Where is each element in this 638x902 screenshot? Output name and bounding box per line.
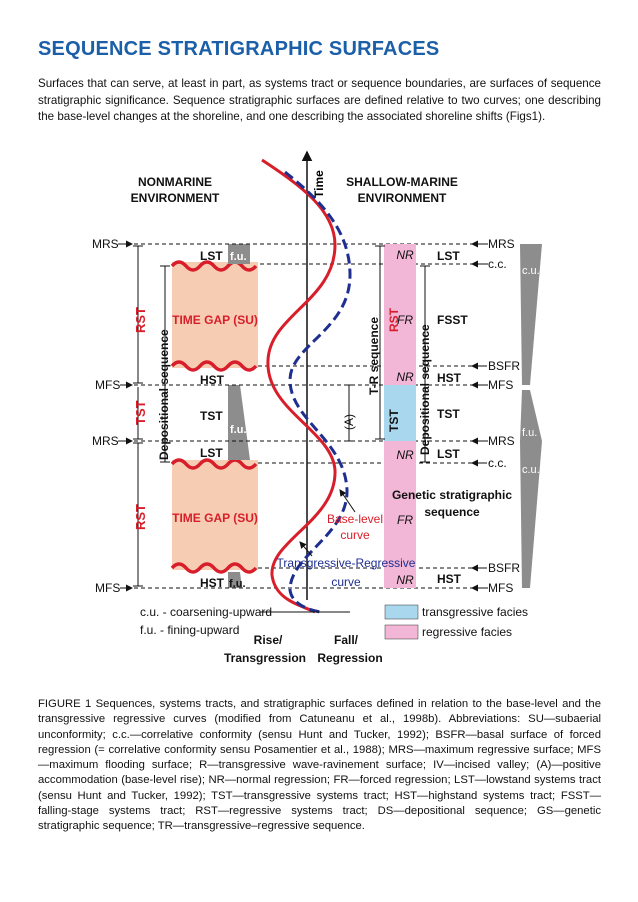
right-tst-label-h: TST: [437, 407, 460, 421]
base-level-curve-label-2: curve: [340, 528, 370, 542]
right-surface-mrs: MRS: [488, 237, 515, 251]
transgressive-regressive-curve: [285, 172, 350, 612]
facies-nr: NR: [396, 370, 414, 384]
left-rst-label: RST: [133, 307, 148, 333]
right-surface-bsfr: BSFR: [488, 359, 521, 373]
facies-fr: FR: [397, 513, 413, 527]
right-lst-label: LST: [437, 249, 460, 263]
left-lst-label-2: LST: [200, 446, 223, 460]
regression-label: Regression: [317, 651, 383, 665]
nonmarine-environment-label: ENVIRONMENT: [130, 191, 220, 205]
left-hst-label: HST: [200, 373, 224, 387]
left-depositional-sequence-label: Depositional sequence: [157, 329, 171, 460]
genetic-sequence-label: Genetic stratigraphic: [391, 488, 513, 502]
left-surface-mfs: MFS: [95, 378, 121, 392]
figure-caption: FIGURE 1 Sequences, systems tracts, and stratigraphic surfaces defined in relation to the base-level and the transgressive regressive curves (modified from Catuneanu et al., 1998b). Abbreviations: SU—subaerial unconformity; c.c.—correlative conformity (sensu Hunt and Tucker, 1992); BSFR—basal surface of forced regression (= correlative conformity sensu Posamentier et al., 1988); MRS—maximum regressive surface; MFS—maximum flooding surface; R—transgressive wave-ravinement surface; IV—incised valley; (A)—positive accommodation (base-level rise); NR—normal regression; FR—forced regression; LST—lowstand systems tract (sensu Hunt and Tucker, 1992); TST—transgressive systems tract; HST—highstand systems tract; FSST—falling-stage systems tract; RST—regressive systems tract; DS—depositional sequence; GS—genetic stratigraphic sequence; TR—transgressive–regressive sequence.: [38, 698, 601, 833]
tr-curve-label-2: curve: [331, 575, 361, 589]
left-tst-label: TST: [200, 409, 223, 423]
facies-nr: NR: [396, 573, 414, 587]
right-surface-cc-2: c.c.: [488, 456, 507, 470]
right-cu-label: c.u.: [522, 265, 540, 277]
right-lst-label-2: LST: [437, 447, 460, 461]
right-rst-label: RST: [387, 308, 401, 332]
right-depositional-sequence-label: Depositional sequence: [418, 324, 432, 455]
legend-transgressive-swatch: [385, 605, 418, 619]
left-lst-label: LST: [200, 249, 223, 263]
left-fu-bottom-label: f.u.: [229, 578, 246, 590]
left-hst-label-2: HST: [200, 576, 224, 590]
right-surface-cc: c.c.: [488, 257, 507, 271]
fining-upward-wedge: [228, 385, 250, 460]
intro-paragraph: Surfaces that can serve, at least in part, as systems tract or sequence boundaries, are surfaces of sequence stratigraphic significance. Sequence stratigraphic surfaces are defined relative to two curves; one describing the base-level changes at the shoreline, and one describing the associated shoreline shifts (Figs1).: [38, 77, 601, 124]
right-tst-label: TST: [387, 409, 401, 432]
fall-label: Fall/: [333, 633, 359, 647]
genetic-sequence-label-2: sequence: [424, 505, 480, 519]
transgression-label: Transgression: [223, 651, 307, 665]
rise-label: Rise/: [253, 633, 283, 647]
legend-regressive-label: regressive facies: [422, 625, 513, 639]
time-gap-label-lower: TIME GAP (SU): [172, 511, 258, 525]
left-surface-mrs-2: MRS: [92, 434, 119, 448]
left-rst-label-2: RST: [133, 504, 148, 530]
right-hst-label-2: HST: [437, 572, 461, 586]
facies-nr: NR: [396, 448, 414, 462]
right-fu-label: f.u.: [522, 427, 538, 439]
time-gap-label-upper: TIME GAP (SU): [172, 313, 258, 327]
right-cu-label-2: c.u.: [522, 464, 540, 476]
base-level-curve-label: Base-level: [326, 512, 384, 526]
shallow-marine-environment-label: ENVIRONMENT: [357, 191, 447, 205]
legend-regressive-swatch: [385, 625, 418, 639]
right-surface-mfs-2: MFS: [488, 581, 514, 595]
left-fu-mid-label: f.u.: [230, 424, 247, 436]
right-surface-mfs: MFS: [488, 378, 514, 392]
shallow-marine-label: SHALLOW-MARINE: [346, 175, 458, 189]
left-fu-label: f.u.: [230, 251, 247, 263]
legend-fu: f.u. - fining-upward: [140, 623, 240, 637]
right-fsst-label: FSST: [437, 313, 468, 327]
facies-fr: FR: [397, 313, 413, 327]
base-level-curve: [262, 160, 335, 612]
right-surface-mrs-2: MRS: [488, 434, 515, 448]
left-surface-mfs-2: MFS: [95, 581, 121, 595]
legend-transgressive-label: transgressive facies: [422, 605, 529, 619]
facies-nr: NR: [396, 248, 414, 262]
time-label: Time: [312, 170, 326, 198]
right-hst-label: HST: [437, 371, 461, 385]
tr-sequence-label: T-R sequence: [367, 316, 381, 395]
nonmarine-label: NONMARINE: [138, 175, 212, 189]
accommodation-label: (A): [342, 414, 356, 430]
page-title: SEQUENCE STRATIGRAPHIC SURFACES: [38, 38, 440, 60]
legend-cu: c.u. - coarsening-upward: [140, 605, 273, 619]
tr-curve-label: Transgressive-Regressive: [276, 556, 416, 570]
left-surface-mrs: MRS: [92, 237, 119, 251]
right-surface-bsfr-2: BSFR: [488, 561, 521, 575]
left-tst-label-vertical: TST: [133, 400, 148, 425]
